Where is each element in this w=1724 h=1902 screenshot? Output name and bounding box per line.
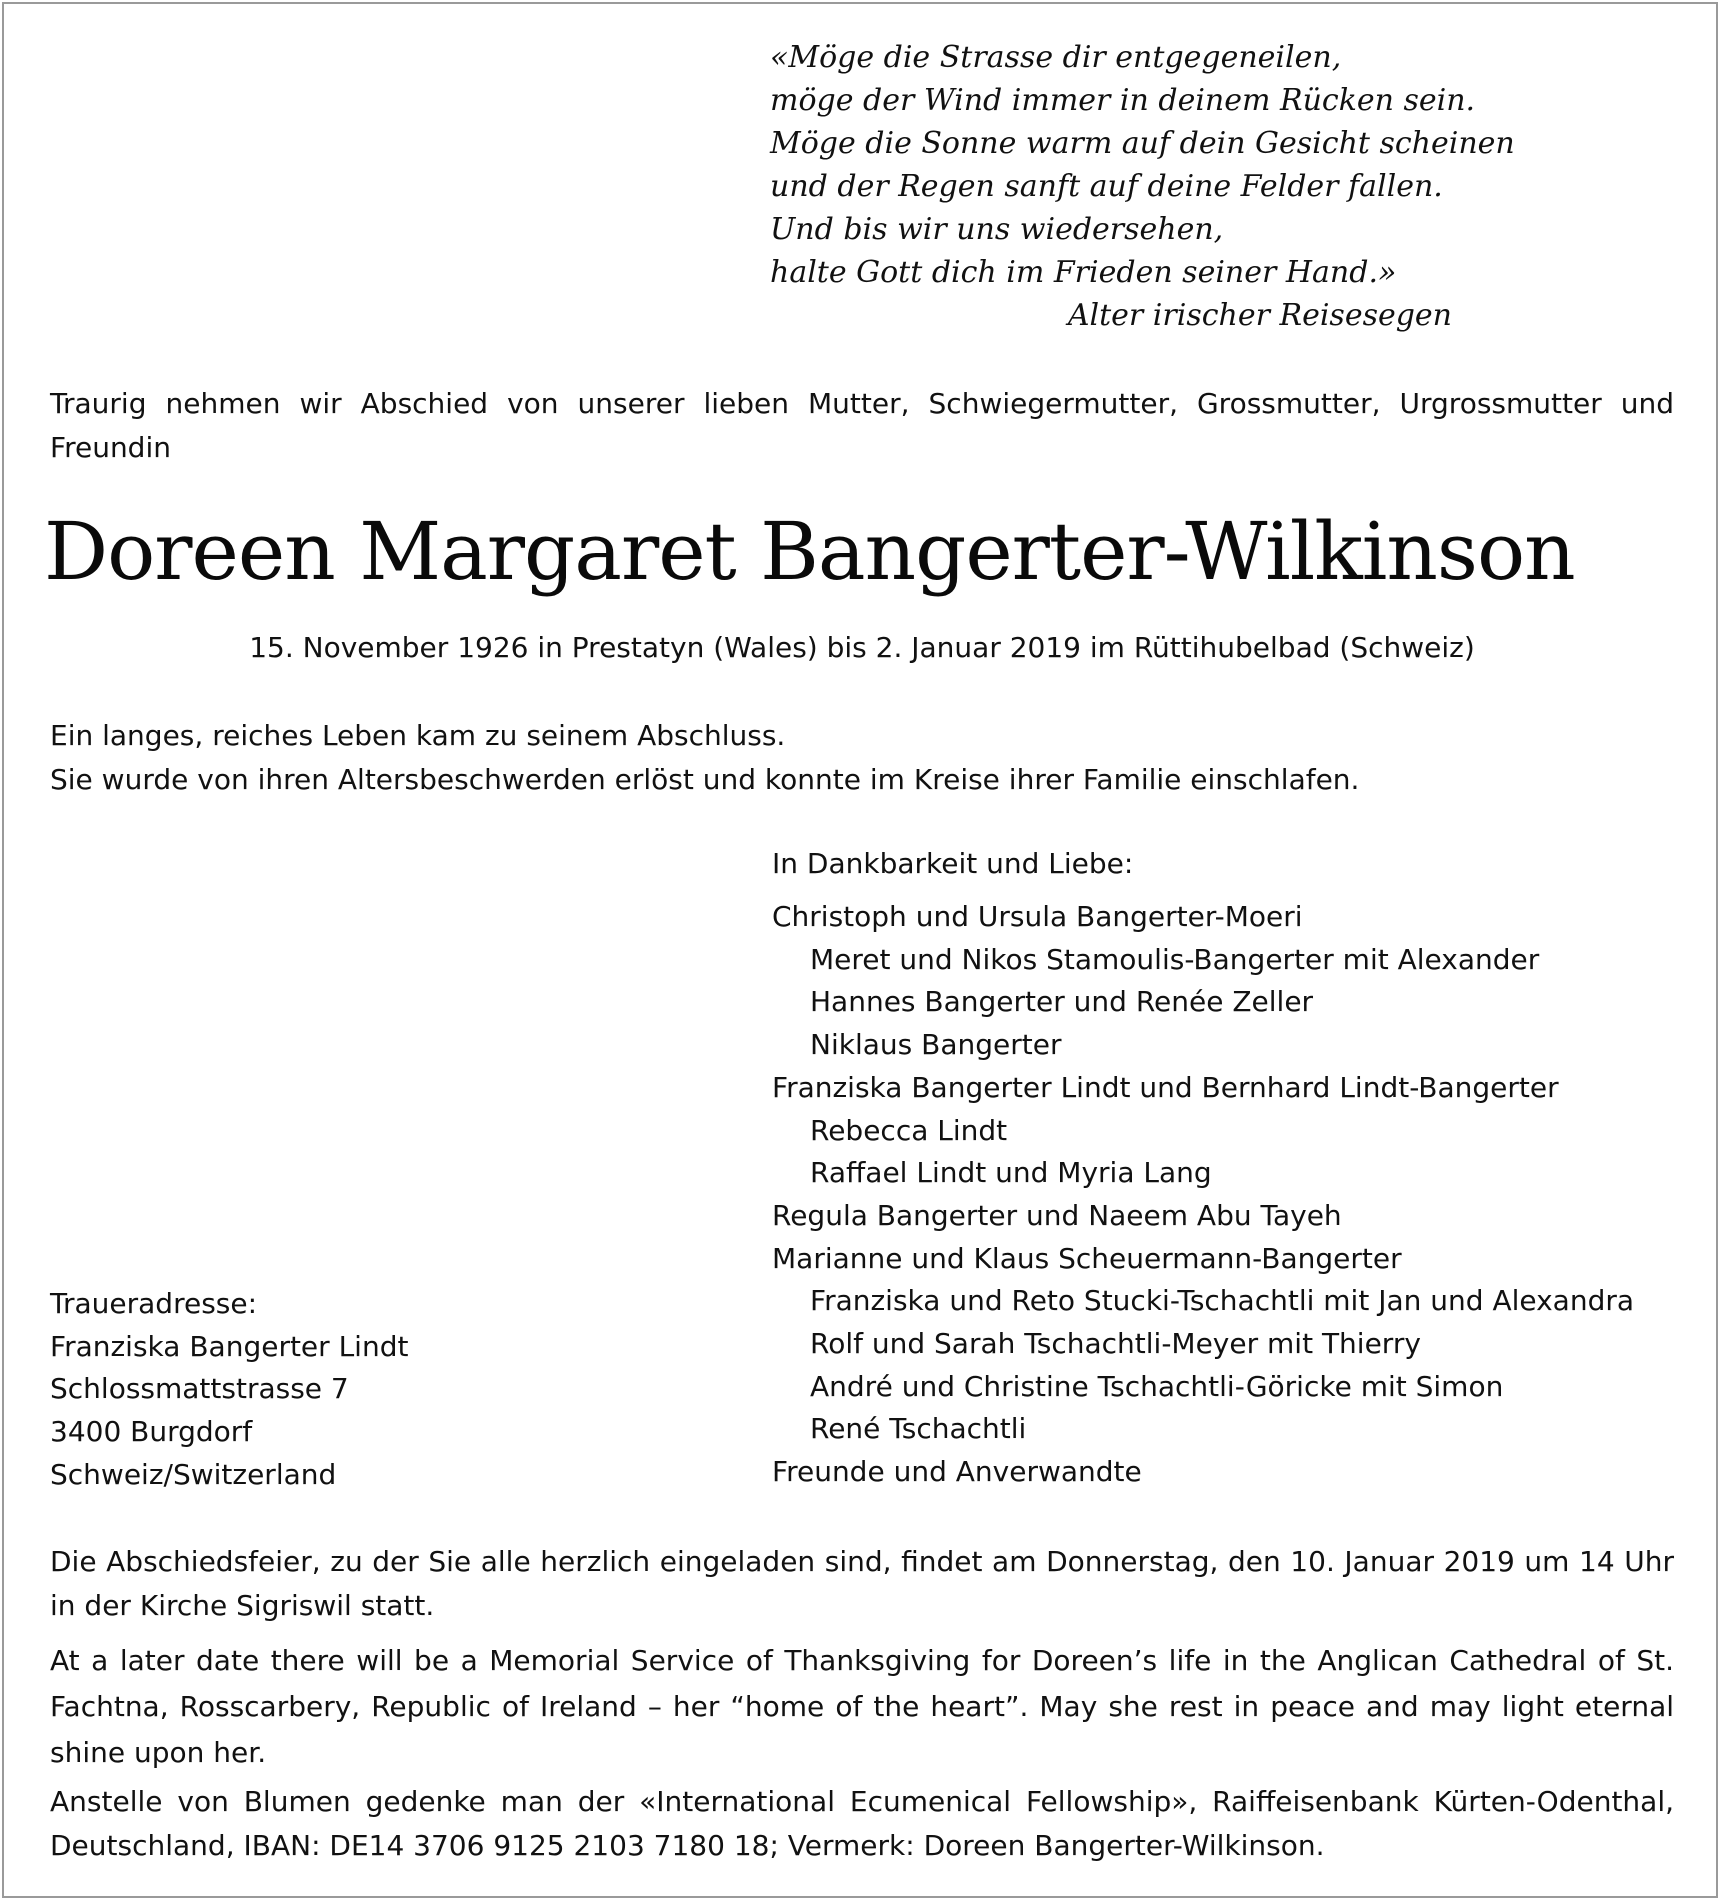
address-label: Traueradresse:	[50, 1287, 258, 1320]
family-member: André und Christine Tschachtli-Göricke mit Simon	[810, 1369, 1504, 1403]
family-member: Rolf und Sarah Tschachtli-Meyer mit Thierry	[810, 1327, 1421, 1361]
address-city: 3400 Burgdorf	[50, 1415, 253, 1449]
poem-line: möge der Wind immer in deinem Rücken sein.	[770, 83, 1476, 118]
thanks-heading: In Dankbarkeit und Liebe:	[772, 847, 1134, 880]
family-member: Hannes Bangerter und Renée Zeller	[810, 985, 1314, 1019]
life-dates: 15. November 1926 in Prestatyn (Wales) bis 2. Januar 2019 im Rüttihubelbad (Schweiz)	[249, 631, 1475, 664]
deceased-name: Doreen Margaret Bangerter-Wilkinson	[44, 505, 1575, 598]
life-statement	[50, 714, 1690, 802]
address-country: Schweiz/Switzerland	[50, 1457, 337, 1491]
intro-text: Traurig nehmen wir Abschied von unserer lieben Mutter, Schwiegermutter, Grossmutter, Urgrossmutter und Freundin	[50, 387, 1674, 464]
family-member: Niklaus Bangerter	[810, 1028, 1062, 1062]
memorial-notice: At a later date there will be a Memorial Service of Thanksgiving for Doreen’s life in the Anglican Cathedral of St. Fachtna, Rosscarbery, Republic of Ireland – her “home of the heart”. May she rest in peace and may light eternal shine upon her.	[50, 1644, 1674, 1769]
family-member: Meret und Nikos Stamoulis-Bangerter mit Alexander	[810, 942, 1540, 976]
ceremony-notice: Die Abschiedsfeier, zu der Sie alle herzlich eingeladen sind, findet am Donnerstag, den 10. Januar 2019 um 14 Uhr in der Kirche Sigriswil statt.	[50, 1545, 1674, 1622]
address-name: Franziska Bangerter Lindt	[50, 1329, 409, 1363]
family-member: Raffael Lindt und Myria Lang	[810, 1156, 1212, 1190]
family-member: Marianne und Klaus Scheuermann-Bangerter	[772, 1241, 1402, 1275]
family-member: Franziska und Reto Stucki-Tschachtli mit Jan und Alexandra	[810, 1284, 1635, 1318]
poem-line: und der Regen sanft auf deine Felder fallen.	[770, 169, 1443, 204]
family-member: Freunde und Anverwandte	[772, 1455, 1142, 1489]
life-statement-line: Ein langes, reiches Leben kam zu seinem Abschluss.	[50, 719, 786, 752]
life-statement-line: Sie wurde von ihren Altersbeschwerden erlöst und konnte im Kreise ihrer Familie einschlafen.	[50, 763, 1360, 796]
poem-line: halte Gott dich im Frieden seiner Hand.»	[770, 255, 1397, 290]
blessing-poem	[770, 36, 1515, 337]
family-member: Franziska Bangerter Lindt und Bernhard Lindt-Bangerter	[772, 1070, 1559, 1104]
family-list	[772, 896, 1672, 1494]
family-member: Rebecca Lindt	[810, 1113, 1008, 1147]
address-street: Schlossmattstrasse 7	[50, 1372, 349, 1406]
family-member: Regula Bangerter und Naeem Abu Tayeh	[772, 1198, 1342, 1232]
mourning-address	[50, 1283, 690, 1497]
donation-notice: Anstelle von Blumen gedenke man der «International Ecumenical Fellowship», Raiffeisenbank Kürten-Odenthal, Deutschland, IBAN: DE14 3706 9125 2103 7180 18; Vermerk: Doreen Bangerter-Wilkinson.	[50, 1785, 1674, 1862]
poem-line: Möge die Sonne warm auf dein Gesicht scheinen	[770, 126, 1515, 161]
family-member: René Tschachtli	[810, 1412, 1027, 1446]
poem-line: «Möge die Strasse dir entgegeneilen,	[770, 40, 1342, 75]
poem-line: Und bis wir uns wiedersehen,	[770, 212, 1224, 247]
family-member: Christoph und Ursula Bangerter-Moeri	[772, 900, 1303, 933]
poem-attribution: Alter irischer Reisesegen	[1067, 298, 1452, 333]
